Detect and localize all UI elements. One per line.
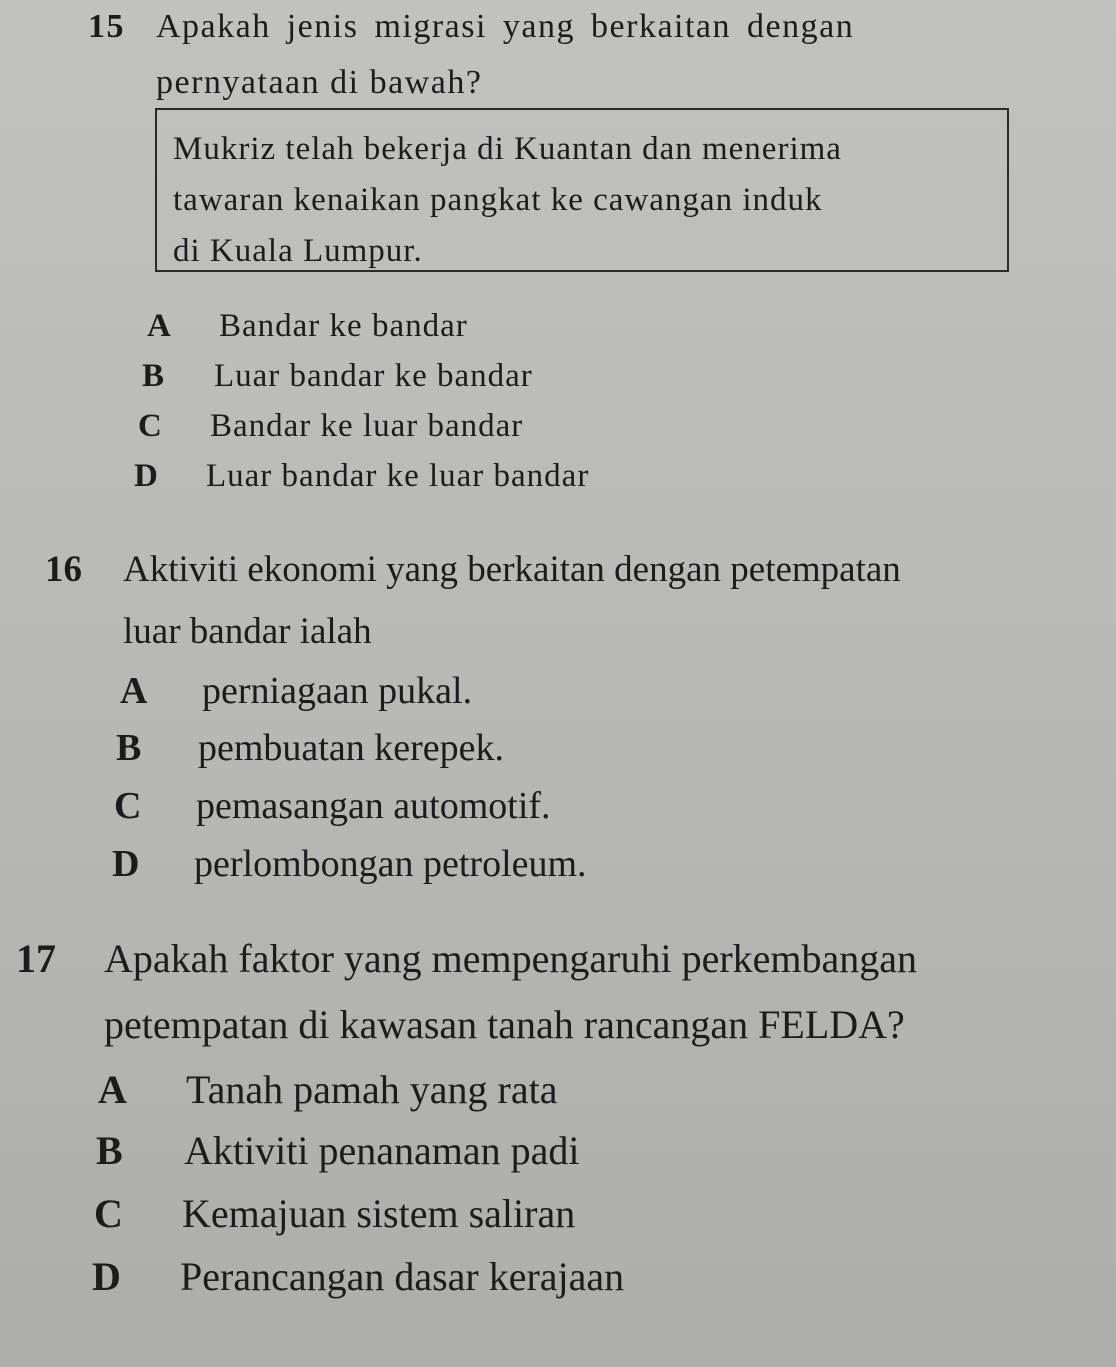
- option-a[interactable]: [147, 308, 468, 345]
- option-letter: C: [94, 1191, 123, 1236]
- option-text: Perancangan dasar kerajaan: [180, 1254, 625, 1299]
- option-c[interactable]: [138, 408, 523, 445]
- question-text-line-2: pernyataan di bawah?: [156, 64, 483, 101]
- option-text: Bandar ke luar bandar: [210, 408, 524, 444]
- option-letter: B: [96, 1128, 123, 1173]
- statement-line-1: Mukriz telah bekerja di Kuantan dan menerima: [173, 131, 842, 167]
- question-text-line-1: Aktiviti ekonomi yang berkaitan dengan petempatan: [123, 549, 901, 590]
- option-text: pembuatan kerepek.: [198, 727, 504, 769]
- option-text: perniagaan pukal.: [202, 670, 473, 712]
- option-b[interactable]: [116, 726, 504, 770]
- option-d[interactable]: [134, 458, 589, 495]
- question-number: 15: [88, 8, 125, 45]
- option-text: pemasangan automotif.: [196, 785, 551, 827]
- option-d[interactable]: [112, 842, 587, 886]
- statement-line-2: tawaran kenaikan pangkat ke cawangan induk: [173, 182, 823, 218]
- option-text: Luar bandar ke bandar: [214, 358, 533, 394]
- option-c[interactable]: [94, 1190, 575, 1237]
- option-b[interactable]: [96, 1127, 579, 1174]
- question-16: [45, 548, 901, 652]
- option-letter: B: [116, 727, 142, 769]
- question-text-line-1: Apakah jenis migrasi yang berkaitan dengan: [156, 8, 855, 45]
- statement-line-3: di Kuala Lumpur.: [173, 233, 423, 269]
- option-text: Aktiviti penanaman padi: [184, 1128, 580, 1173]
- option-text: Kemajuan sistem saliran: [182, 1191, 576, 1236]
- option-text: Bandar ke bandar: [219, 308, 468, 344]
- option-text: Tanah pamah yang rata: [186, 1067, 558, 1112]
- question-text-line-2: luar bandar ialah: [123, 611, 372, 652]
- question-15: [88, 8, 855, 101]
- question-17: [16, 935, 918, 1047]
- question-text-line-2: petempatan di kawasan tanah rancangan FELDA?: [104, 1002, 905, 1047]
- option-letter: C: [138, 408, 163, 444]
- question-number: 17: [16, 936, 56, 981]
- question-text-line-1: Apakah faktor yang mempengaruhi perkembangan: [104, 936, 918, 981]
- option-text: Luar bandar ke luar bandar: [206, 458, 590, 494]
- option-letter: A: [147, 308, 172, 344]
- option-letter: A: [98, 1067, 127, 1112]
- option-letter: A: [120, 670, 148, 712]
- option-letter: C: [114, 785, 142, 827]
- option-b[interactable]: [142, 358, 533, 395]
- statement-box: [155, 108, 1009, 272]
- option-c[interactable]: [114, 784, 551, 828]
- option-letter: D: [134, 458, 159, 494]
- option-text: perlombongan petroleum.: [194, 843, 587, 885]
- option-letter: D: [92, 1254, 121, 1299]
- option-letter: D: [112, 843, 140, 885]
- question-number: 16: [45, 549, 82, 590]
- option-a[interactable]: [98, 1066, 557, 1113]
- option-a[interactable]: [120, 669, 472, 713]
- option-d[interactable]: [92, 1253, 624, 1300]
- option-letter: B: [142, 358, 166, 394]
